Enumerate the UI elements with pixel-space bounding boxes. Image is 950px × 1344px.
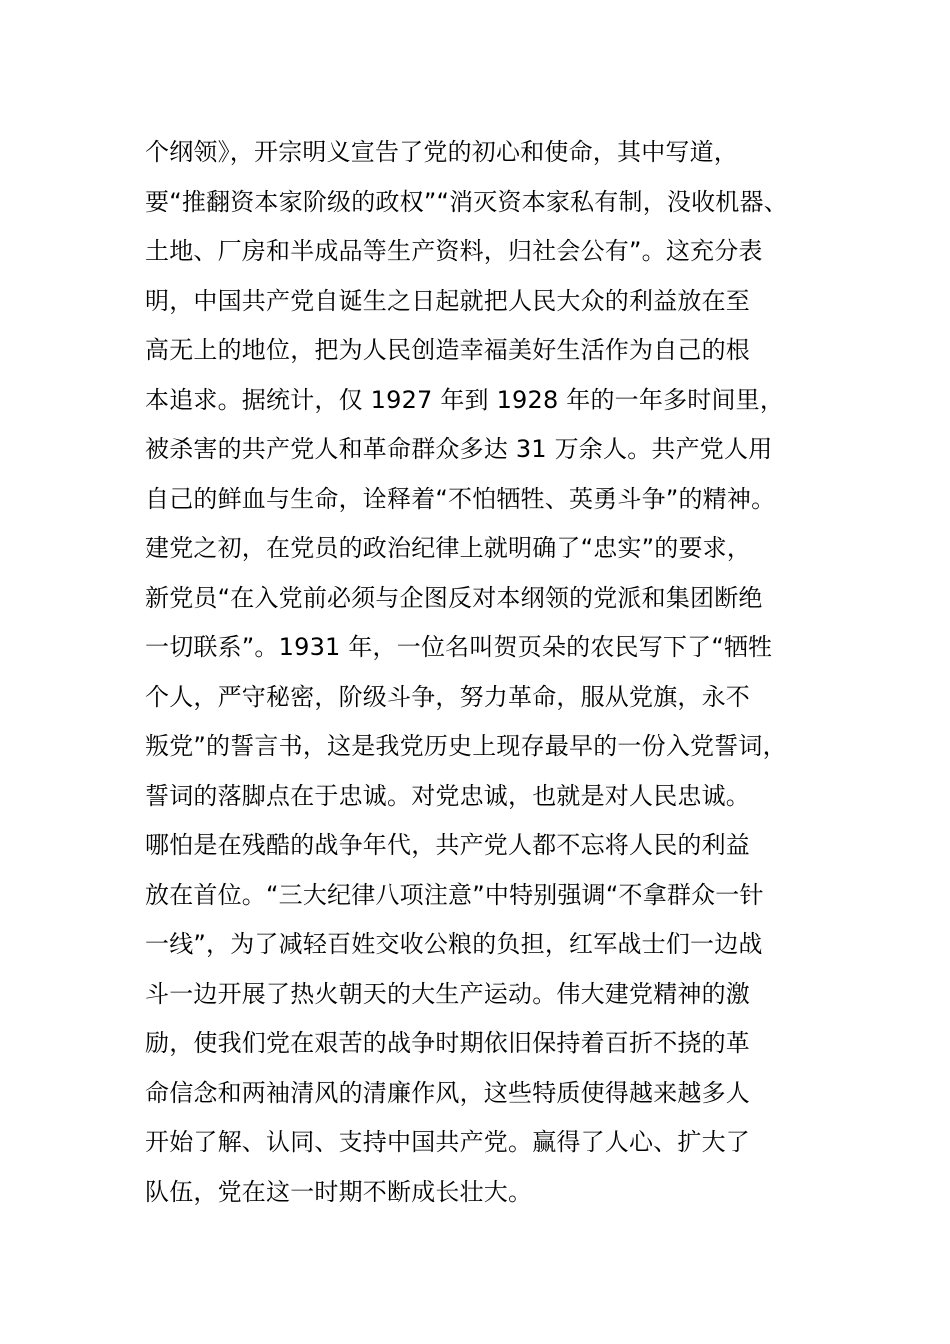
text-line: 叛党”的誓言书，这是我党历史上现存最早的一份入党誓词， [145,732,787,760]
text-line: 开始了解、认同、支持中国共产党。赢得了人心、扩大了 [145,1128,750,1156]
text-line: 新党员“在入党前必须与企图反对本纲领的党派和集团断绝 [145,583,763,612]
text-line: 一线”，为了减轻百姓交收公粮的负担，红军战士们一边战 [145,930,763,958]
text-line: 高无上的地位，把为人民创造幸福美好生活作为自己的根 [145,336,750,364]
text-line: 个人，严守秘密，阶级斗争，努力革命，服从党旗，永不 [145,682,750,711]
text-line: 个纲领》，开宗明义宣告了党的初心和使命，其中写道， [145,138,738,166]
text-line: 本追求。据统计，仅 1927 年到 1928 年的一年多时间里， [145,385,785,414]
text-line: 放在首位。“三大纪律八项注意”中特别强调“不拿群众一针 [145,880,764,909]
text-line: 一切联系”。1931 年，一位名叫贺页朵的农民写下了“牺牲 [145,633,773,661]
text-line: 励，使我们党在艰苦的战争时期依旧保持着百折不挠的革 [145,1029,750,1057]
text-line: 明，中国共产党自诞生之日起就把人民大众的利益放在至 [145,286,750,315]
text-line: 誓词的落脚点在于忠诚。对党忠诚，也就是对人民忠诚。 [145,781,750,810]
text-line: 被杀害的共产党人和革命群众多达 31 万余人。共产党人用 [145,435,773,463]
text-line: 命信念和两袖清风的清廉作风，这些特质使得越来越多人 [145,1078,750,1107]
text-line: 要“推翻资本家阶级的政权”“消灭资本家私有制，没收机器、 [145,187,788,216]
text-line: 建党之初，在党员的政治纪律上就明确了“忠实”的要求， [145,534,752,562]
text-line: 哪怕是在残酷的战争年代，共产党人都不忘将人民的利益 [145,831,750,859]
text-line: 斗一边开展了热火朝天的大生产运动。伟大建党精神的激 [145,979,750,1008]
body-paragraph [145,128,845,1217]
text-line: 自己的鲜血与生命，诠释着“不怕牺牲、英勇斗争”的精神。 [145,484,776,513]
text-line: 土地、厂房和半成品等生产资料，归社会公有”。这充分表 [145,237,763,265]
text-line: 队伍，党在这一时期不断成长壮大。 [145,1177,533,1206]
